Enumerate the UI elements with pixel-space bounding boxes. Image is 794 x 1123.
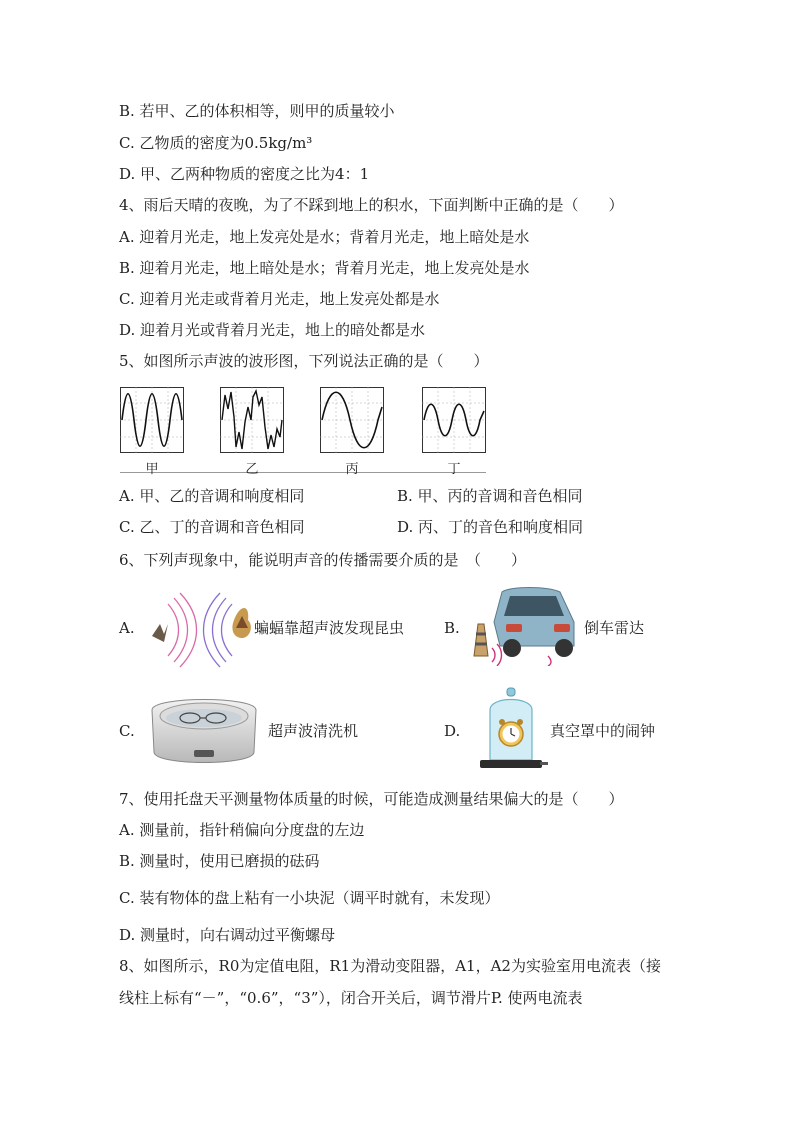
q6-option-d-text: 真空罩中的闹钟 — [550, 722, 656, 740]
q5-option-a: A. 甲、乙的音调和响度相同 — [119, 487, 305, 505]
q7-option-c: C. 装有物体的盘上粘有一小块泥（调平时就有，未发现） — [119, 889, 500, 907]
q7-option-d: D. 测量时，向右调动过平衡螺母 — [119, 926, 336, 944]
waveform-label-bing: 丙 — [345, 462, 359, 477]
q5-option-d: D. 丙、丁的音色和响度相同 — [397, 518, 584, 536]
q6-option-a-text: 蝙蝠靠超声波发现昆虫 — [254, 619, 405, 637]
q8-stem-line2: 线柱上标有“－”，“0.6”，“3”），闭合开关后，调节滑片P. 使两电流表 — [119, 989, 583, 1007]
q6-option-c-letter: C. — [119, 722, 135, 740]
waveform-ding — [422, 387, 486, 453]
q6-stem: 6、下列声现象中，能说明声音的传播需要介质的是 （ ） — [119, 551, 527, 569]
waveform-label-ding: 丁 — [447, 462, 461, 477]
q4-option-c: C. 迎着月光走或背着月光走，地上发亮处都是水 — [119, 290, 440, 308]
q5-stem: 5、如图所示声波的波形图，下列说法正确的是（ ） — [119, 352, 489, 370]
q6-option-d-letter: D. — [444, 722, 461, 740]
q7-option-b: B. 测量时，使用已磨损的砝码 — [119, 852, 320, 870]
q4-option-a: A. 迎着月光走，地上发亮处是水；背着月光走，地上暗处是水 — [119, 228, 530, 246]
vacuum-bell-jar-clock-image — [474, 686, 548, 774]
q4-option-b: B. 迎着月光走，地上暗处是水；背着月光走，地上发亮处是水 — [119, 259, 530, 277]
q6-option-b-text: 倒车雷达 — [584, 619, 645, 637]
waveform-jia — [120, 387, 184, 453]
q7-option-a: A. 测量前，指针稍偏向分度盘的左边 — [119, 821, 365, 839]
q3-option-d: D. 甲、乙两种物质的密度之比为4：1 — [119, 165, 370, 183]
q5-option-c: C. 乙、丁的音调和音色相同 — [119, 518, 305, 536]
q5-option-b: B. 甲、丙的音调和音色相同 — [397, 487, 583, 505]
waveform-bing — [320, 387, 384, 453]
reversing-radar-car-image — [466, 582, 580, 666]
q6-option-c-text: 超声波清洗机 — [268, 722, 359, 740]
ultrasonic-cleaner-image — [144, 690, 264, 770]
q3-option-b: B. 若甲、乙的体积相等，则甲的质量较小 — [119, 102, 395, 120]
waveform-label-yi: 乙 — [245, 462, 259, 477]
q7-stem: 7、使用托盘天平测量物体质量的时候，可能造成测量结果偏大的是（ ） — [119, 790, 624, 808]
q8-stem-line1: 8、如图所示，R0为定值电阻，R1为滑动变阻器，A1，A2为实验室用电流表（接 — [119, 957, 661, 975]
q4-option-d: D. 迎着月光或背着月光走，地上的暗处都是水 — [119, 321, 426, 339]
q3-option-c: C. 乙物质的密度为0.5kg/m³ — [119, 134, 313, 152]
bat-ultrasound-image — [150, 590, 254, 670]
q6-option-a-letter: A. — [119, 619, 135, 637]
q6-option-b-letter: B. — [444, 619, 460, 637]
waveform-yi — [220, 387, 284, 453]
q4-stem: 4、雨后天晴的夜晚，为了不踩到地上的积水，下面判断中正确的是（ ） — [119, 196, 624, 214]
waveform-label-jia: 甲 — [145, 462, 159, 477]
